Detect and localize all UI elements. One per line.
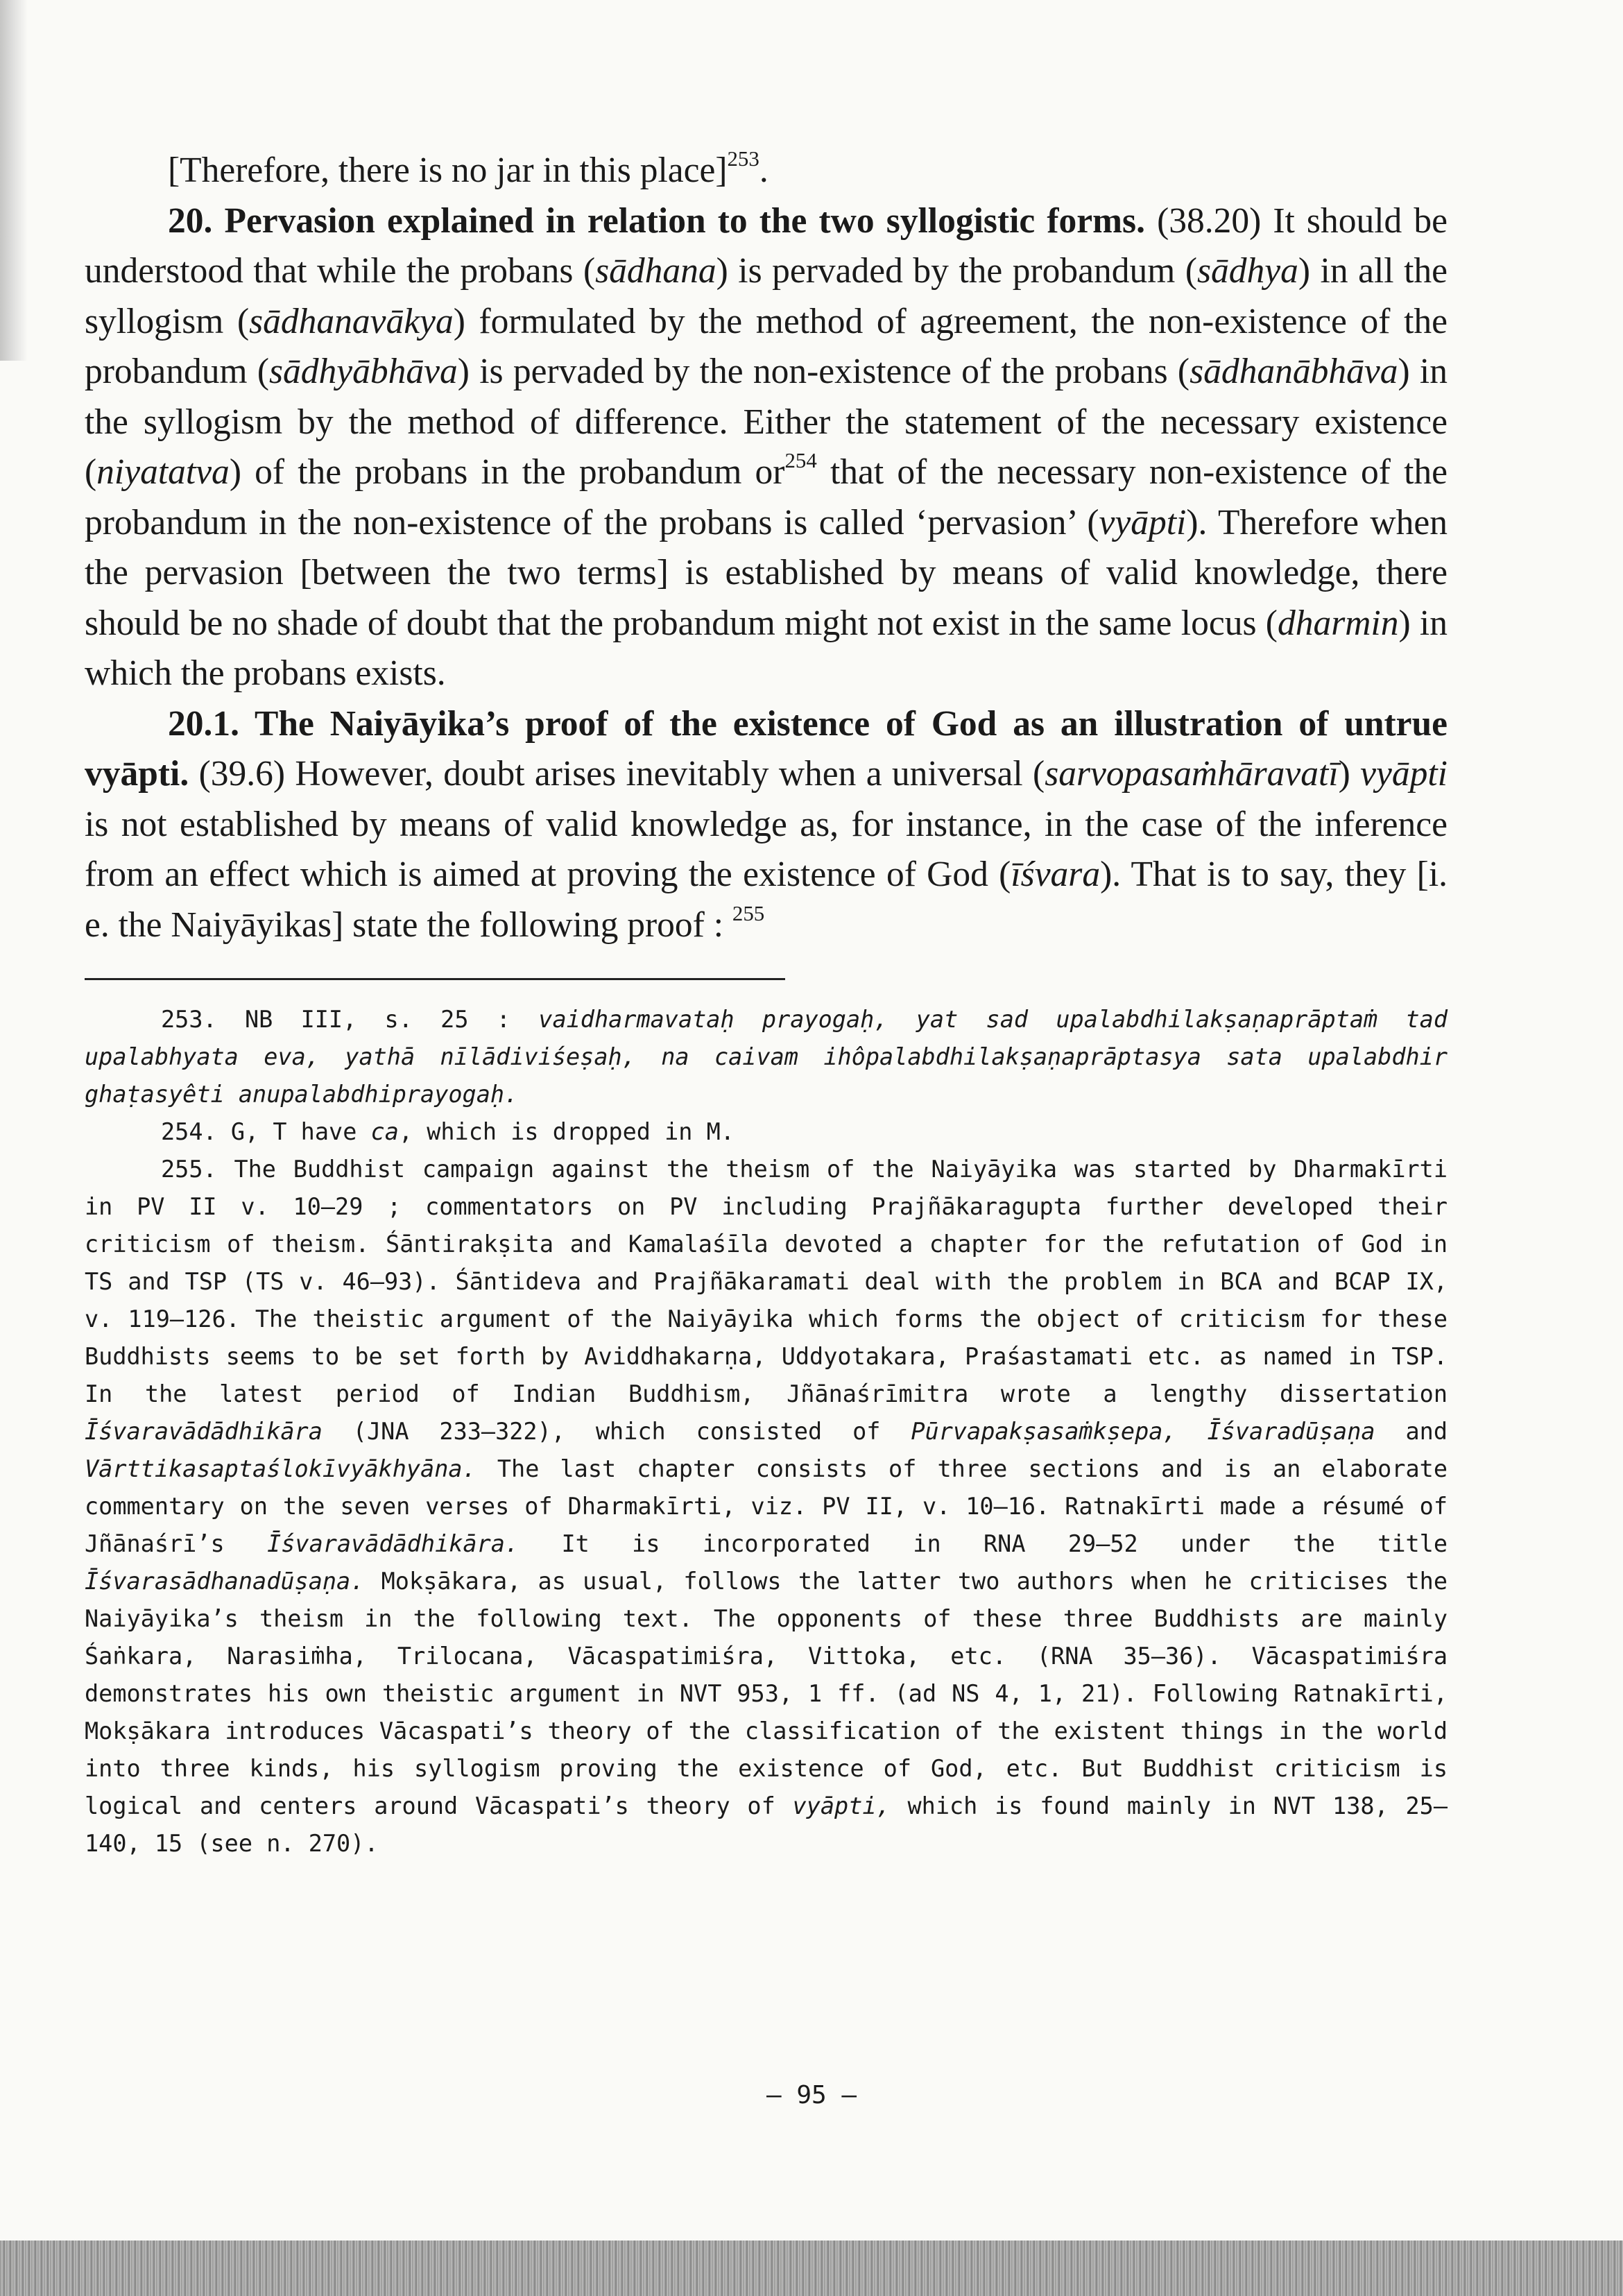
footnote-254: 254. G, T have ca, which is dropped in M. [161, 1118, 735, 1145]
section-heading-20-1: 20.1. The Naiyāyika’s proof of the existence of God as an illustration of untrue vyāpti. [85, 703, 1448, 794]
scan-bottom-edge [0, 2241, 1623, 2296]
paragraph-continuation: [Therefore, there is no jar in this place]$^{253}$. [168, 146, 768, 190]
page-number: — 95 — [766, 2081, 857, 2109]
section-20-1: 20.1. The Naiyāyika’s proof of the existence of God as an illustration of untrue vyāpti. (39.6) However, doubt arises inevitably when a universal (sarvopasaṁhāravatī) vyāpti is not established by means of valid knowledge as, for instance, in the case of the inference from an effect which is aimed at proving the existence of God (īśvara). That is to say, they [i. e. the Naiyāyikas] state the following proof : $^{255}$ [85, 703, 1448, 945]
footnotes [85, 1001, 1448, 1862]
footnote-separator [85, 978, 785, 980]
footnote-ref-254: 254 [784, 447, 817, 472]
main-text [85, 146, 1448, 950]
scan-edge-shadow [0, 0, 28, 361]
section-20: 20. Pervasion explained in relation to the two syllogistic forms. (38.20) It should be understood that while the probans (sādhana) is pervaded by the probandum (sādhya) in all the syllogism (sādhanavākya) formulated by the method of agreement, the non-existence of the probandum (sādhyābhāva) is pervaded by the non-existence of the probans (sādhanābhāva) in the syllogism by the method of difference. Either the statement of the necessary existence (niyatatva) of the probans in the probandum $or^{254}$ that of the necessary non-existence of the probandum in the non-existence of the probans is called ‘pervasion’ (vyāpti). Therefore when the pervasion [between the two terms] is established by means of valid knowledge, there should be no shade of doubt that the probandum might not exist in the same locus (dharmin) in which the probans exists. [85, 200, 1448, 693]
footnote-253: 253. NB III, s. 25 : vaidharmavataḥ prayogaḥ, yat sad upalabdhilakṣaṇaprāptaṁ tad upalabhyata eva, yathā nīlādiviśeṣaḥ, na caivam ihôpalabdhilakṣaṇaprāptasya sata upalabdhir ghaṭasyêti anupalabdhiprayogaḥ. [85, 1006, 1448, 1108]
page-content [85, 146, 1448, 1862]
footnote-ref-255: 255 [732, 900, 765, 925]
section-heading-20: 20. Pervasion explained in relation to the two syllogistic forms. [168, 200, 1145, 241]
footnote-255: 255. The Buddhist campaign against the theism of the Naiyāyika was started by Dharmakīrti in PV II v. 10–29 ; commentators on PV including Prajñākaragupta further developed their criticism of theism. Śāntirakṣita and Kamalaśīla devoted a chapter for the refutation of God in TS and TSP (TS v. 46–93). Śāntideva and Prajñākaramati deal with the problem in BCA and BCAP IX, v. 119–126. The theistic argument of the Naiyāyika which forms the object of criticism for these Buddhists seems to be set forth by Aviddhakarṇa, Uddyotakara, Praśastamati etc. as named in TSP. In the latest period of Indian Buddhism, Jñānaśrīmitra wrote a lengthy dissertation Īśvaravādādhikāra (JNA 233–322), which consisted of Pūrvapakṣasaṁkṣepa, Īśvaradūṣaṇa and Vārttikasaptaślokīvyākhyāna. The last chapter consists of three sections and is an elaborate commentary on the seven verses of Dharmakīrti, viz. PV II, v. 10–16. Ratnakīrti made a résumé of Jñānaśrī’s Īśvaravādādhikāra. It is incorporated in RNA 29–52 under the title Īśvarasādhanadūṣaṇa. Mokṣākara, as usual, follows the latter two authors when he criticises the Naiyāyika’s theism in the following text. The opponents of these three Buddhists are mainly Śaṅkara, Narasiṁha, Trilocana, Vācaspatimiśra, Vittoka, etc. (RNA 35–36). Vācaspatimiśra demonstrates his own theistic argument in NVT 953, 1 ff. (ad NS 4, 1, 21). Following Ratnakīrti, Mokṣākara introduces Vācaspati’s theory of the classification of the existent things in the world into three kinds, his syllogism proving the existence of God, etc. But Buddhist criticism is logical and centers around Vācaspati’s theory of vyāpti, which is found mainly in NVT 138, 25–140, 15 (see n. 270). [85, 1156, 1448, 1857]
footnote-ref-253: 253 [727, 146, 759, 171]
